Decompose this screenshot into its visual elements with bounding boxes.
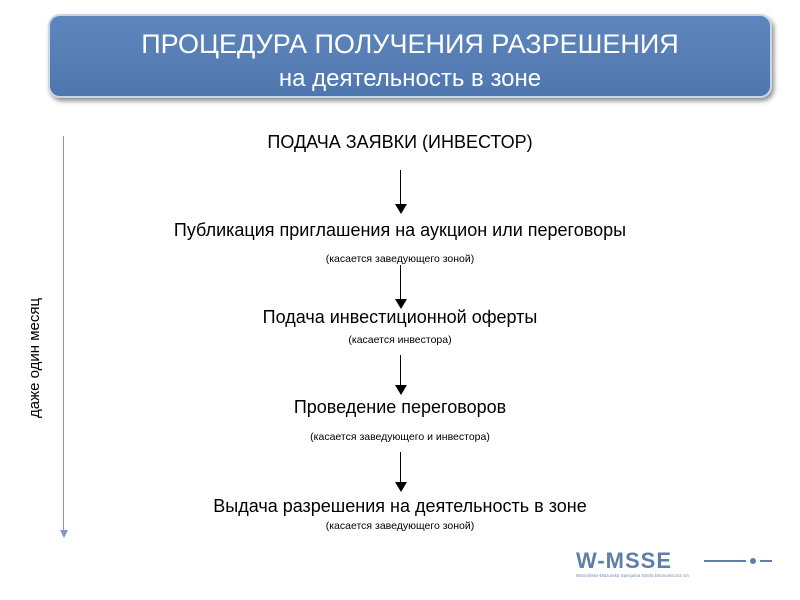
logo-dot — [750, 558, 756, 564]
step-permit-issue: Выдача разрешения на деятельность в зоне — [213, 496, 587, 516]
step-publication: Публикация приглашения на аукцион или переговоры — [173, 220, 627, 240]
arrow-down-icon — [393, 452, 409, 492]
step-publication-note: (касается заведующего зоной) — [325, 253, 475, 265]
arrow-down-icon — [393, 355, 409, 395]
timeline-label: даже один месяц — [26, 297, 43, 418]
step-negotiations: Проведение переговоров — [293, 397, 507, 417]
arrow-down-icon — [393, 170, 409, 214]
title-banner — [48, 14, 772, 98]
logo-subtitle: Warmińsko-Mazurska Specjalna Strefa Ekonomiczna SA — [576, 573, 690, 578]
title-line-1: ПРОЦЕДУРА ПОЛУЧЕНИЯ РАЗРЕШЕНИЯ — [141, 29, 679, 59]
step-application: ПОДАЧА ЗАЯВКИ (ИНВЕСТОР) — [267, 132, 533, 152]
wmsse-logo — [576, 550, 774, 580]
step-offer: Подача инвестиционной оферты — [262, 307, 538, 327]
arrow-down-icon — [393, 265, 409, 309]
logo-text: W-MSSE — [576, 548, 672, 573]
step-offer-note: (касается инвестора) — [348, 334, 452, 346]
step-permit-issue-note: (касается заведующего зоной) — [325, 520, 475, 532]
step-negotiations-note: (касается заведующего и инвестора) — [310, 431, 490, 443]
logo-line — [704, 560, 746, 562]
title-line-2: на деятельность в зоне — [278, 65, 542, 92]
logo-dash — [760, 560, 772, 562]
